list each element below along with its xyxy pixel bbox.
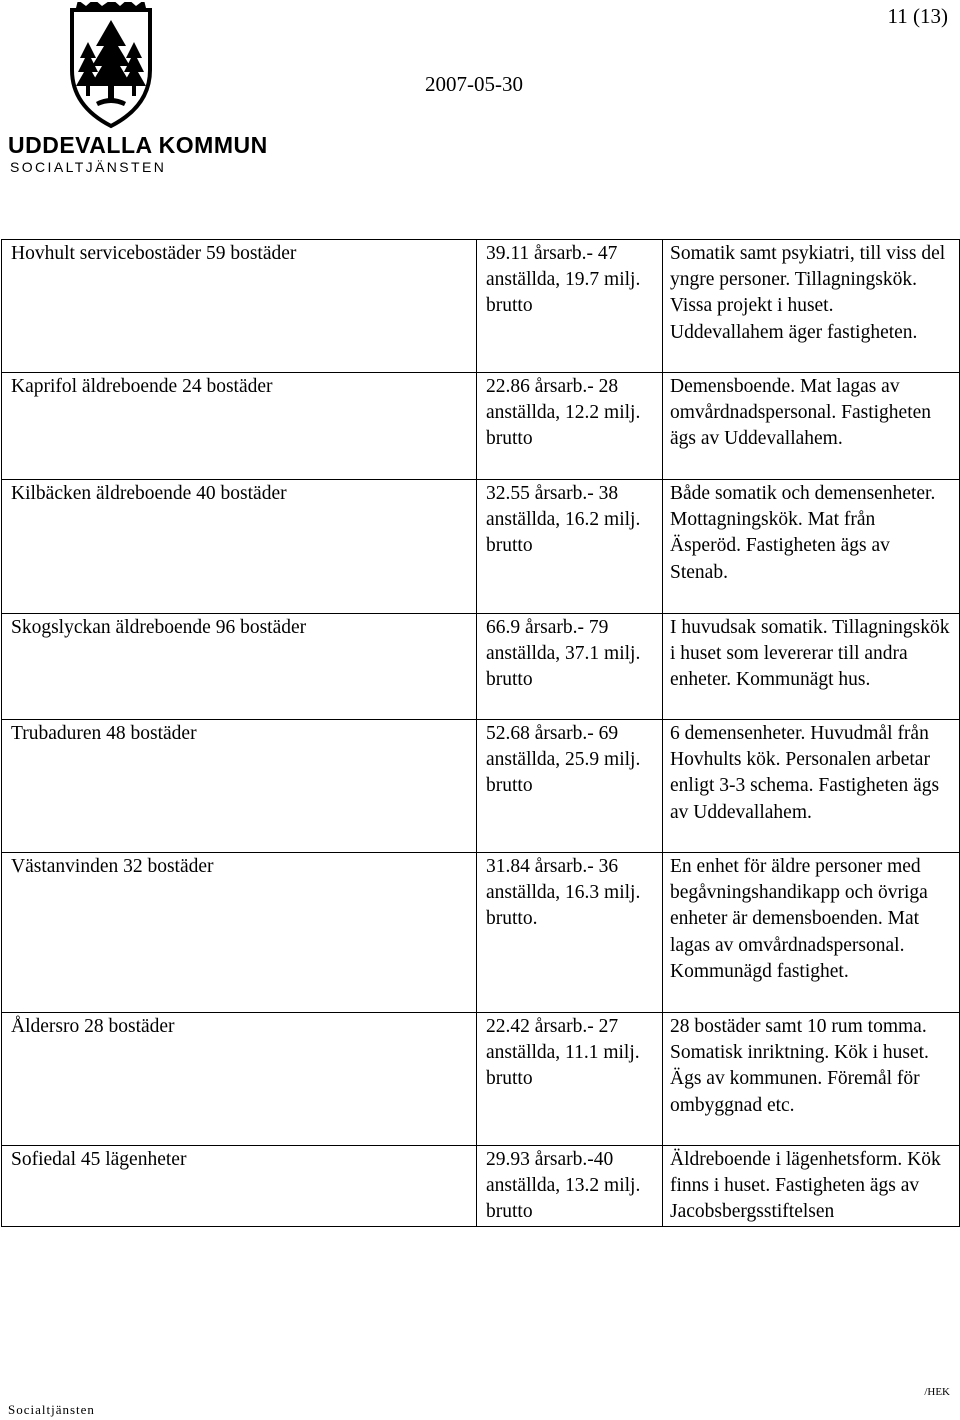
table-row: [2, 1013, 960, 1146]
facility-name: Västanvinden 32 bostäder: [2, 853, 477, 1013]
table-row: [2, 614, 960, 720]
table-row: [2, 720, 960, 853]
facility-stats: 31.84 årsarb.- 36 anställda, 16.3 milj. brutto.: [477, 853, 663, 1013]
page-number: 11 (13): [887, 4, 948, 28]
table-row: [2, 240, 960, 373]
facility-description: 28 bostäder samt 10 rum tomma. Somatisk inriktning. Kök i huset. Ägs av kommunen. Föremål för ombyggnad etc.: [663, 1013, 960, 1146]
facility-stats: 29.93 årsarb.-40 anställda, 13.2 milj. brutto: [477, 1146, 663, 1227]
table-row: [2, 1146, 960, 1227]
facility-description: 6 demensenheter. Huvudmål från Hovhults kök. Personalen arbetar enligt 3-3 schema. Fastigheten ägs av Uddevallahem.: [663, 720, 960, 853]
footer-initials: /HEK: [924, 1386, 950, 1398]
document-date: 2007-05-30: [425, 72, 523, 96]
facility-stats: 32.55 årsarb.- 38 anställda, 16.2 milj. brutto: [477, 480, 663, 614]
facility-description: Äldreboende i lägenhetsform. Kök finns i huset. Fastigheten ägs av Jacobsbergsstiftelsen: [663, 1146, 960, 1227]
coat-of-arms-icon: [8, 2, 218, 130]
footer-department: Socialtjänsten: [8, 1402, 95, 1417]
table-row: [2, 480, 960, 614]
facility-name: Kaprifol äldreboende 24 bostäder: [2, 373, 477, 480]
facility-name: Sofiedal 45 lägenheter: [2, 1146, 477, 1227]
facility-stats: 22.86 årsarb.- 28 anställda, 12.2 milj. brutto: [477, 373, 663, 480]
facility-description: En enhet för äldre personer med begåvningshandikapp och övriga enheter är demensboenden. Mat lagas av omvårdnadspersonal. Kommunägd fastighet.: [663, 853, 960, 1013]
facility-stats: 66.9 årsarb.- 79 anställda, 37.1 milj. brutto: [477, 614, 663, 720]
facility-description: Somatik samt psykiatri, till viss del yngre personer. Tillagningskök. Vissa projekt i huset. Uddevallahem äger fastigheten.: [663, 240, 960, 373]
org-subtitle: SOCIALTJÄNSTEN: [10, 159, 167, 175]
facility-name: Hovhult servicebostäder 59 bostäder: [2, 240, 477, 373]
facility-name: Kilbäcken äldreboende 40 bostäder: [2, 480, 477, 614]
facility-name: Åldersro 28 bostäder: [2, 1013, 477, 1146]
facility-stats: 52.68 årsarb.- 69 anställda, 25.9 milj. brutto: [477, 720, 663, 853]
facility-description: Både somatik och demensenheter. Mottagningskök. Mat från Äsperöd. Fastigheten ägs av Stenab.: [663, 480, 960, 614]
facility-description: I huvudsak somatik. Tillagningskök i huset som levererar till andra enheter. Kommunägt hus.: [663, 614, 960, 720]
table-row: [2, 853, 960, 1013]
uddevalla-logo: [8, 2, 268, 175]
facility-name: Trubaduren 48 bostäder: [2, 720, 477, 853]
facility-stats: 22.42 årsarb.- 27 anställda, 11.1 milj. brutto: [477, 1013, 663, 1146]
facility-name: Skogslyckan äldreboende 96 bostäder: [2, 614, 477, 720]
facilities-table: [1, 239, 960, 1227]
org-name: UDDEVALLA KOMMUN: [8, 132, 268, 158]
facility-description: Demensboende. Mat lagas av omvårdnadspersonal. Fastigheten ägs av Uddevallahem.: [663, 373, 960, 480]
facility-stats: 39.11 årsarb.- 47 anställda, 19.7 milj. brutto: [477, 240, 663, 373]
table-row: [2, 373, 960, 480]
